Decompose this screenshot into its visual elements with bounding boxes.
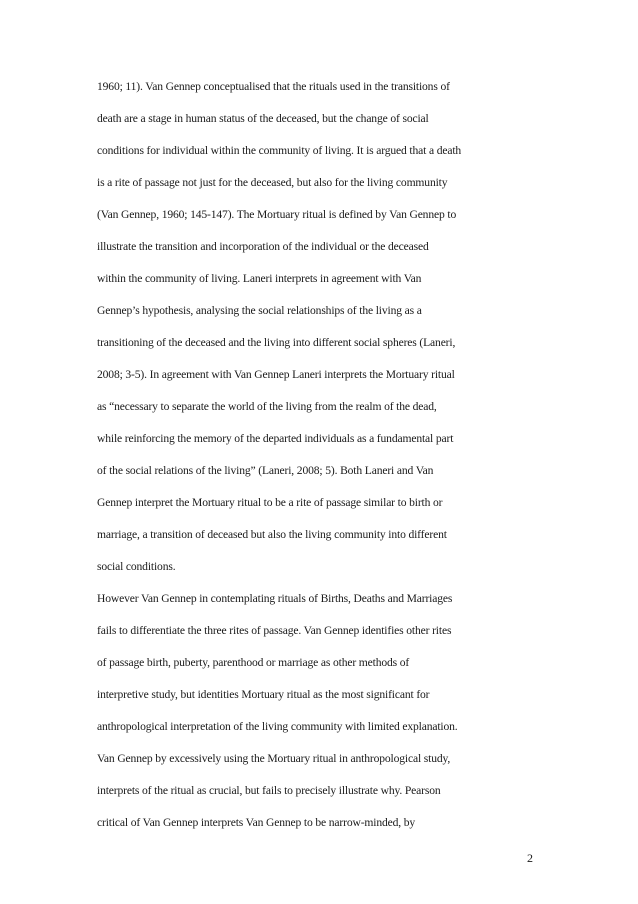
paragraph-1: [97, 71, 547, 583]
text-line: transitioning of the deceased and the living into different social spheres (Laneri,: [97, 336, 456, 349]
text-line: death are a stage in human status of the deceased, but the change of social: [97, 112, 429, 125]
text-line: interpretive study, but identities Mortuary ritual as the most significant for: [97, 688, 430, 701]
text-line: However Van Gennep in contemplating rituals of Births, Deaths and Marriages: [97, 592, 453, 605]
text-line: as “necessary to separate the world of the living from the realm of the dead,: [97, 400, 437, 413]
text-line: within the community of living. Laneri interprets in agreement with Van: [97, 272, 422, 285]
page-number: 2: [527, 851, 533, 865]
text-line: (Van Gennep, 1960; 145-147). The Mortuary ritual is defined by Van Gennep to: [97, 208, 457, 221]
text-line: critical of Van Gennep interprets Van Gennep to be narrow-minded, by: [97, 816, 416, 829]
text-line: Gennep interpret the Mortuary ritual to be a rite of passage similar to birth or: [97, 496, 443, 509]
text-line: of the social relations of the living” (Laneri, 2008; 5). Both Laneri and Van: [97, 464, 434, 477]
text-line: Gennep’s hypothesis, analysing the social relationships of the living as a: [97, 304, 422, 317]
text-line: 2008; 3-5). In agreement with Van Gennep Laneri interprets the Mortuary ritual: [97, 368, 455, 381]
text-line: Van Gennep by excessively using the Mortuary ritual in anthropological study,: [97, 752, 451, 765]
text-line: social conditions.: [97, 560, 176, 573]
text-line: 1960; 11). Van Gennep conceptualised that the rituals used in the transitions of: [97, 80, 450, 93]
text-line: illustrate the transition and incorporation of the individual or the deceased: [97, 240, 429, 253]
text-line: fails to differentiate the three rites of passage. Van Gennep identifies other rites: [97, 624, 452, 637]
text-line: of passage birth, puberty, parenthood or marriage as other methods of: [97, 656, 410, 669]
paragraph-2: [97, 583, 547, 839]
text-line: marriage, a transition of deceased but also the living community into different: [97, 528, 447, 541]
text-line: while reinforcing the memory of the departed individuals as a fundamental part: [97, 432, 454, 445]
text-line: anthropological interpretation of the living community with limited explanation.: [97, 720, 458, 733]
text-line: conditions for individual within the community of living. It is argued that a death: [97, 144, 462, 157]
text-line: is a rite of passage not just for the deceased, but also for the living community: [97, 176, 448, 189]
text-line: interprets of the ritual as crucial, but fails to precisely illustrate why. Pearson: [97, 784, 441, 797]
